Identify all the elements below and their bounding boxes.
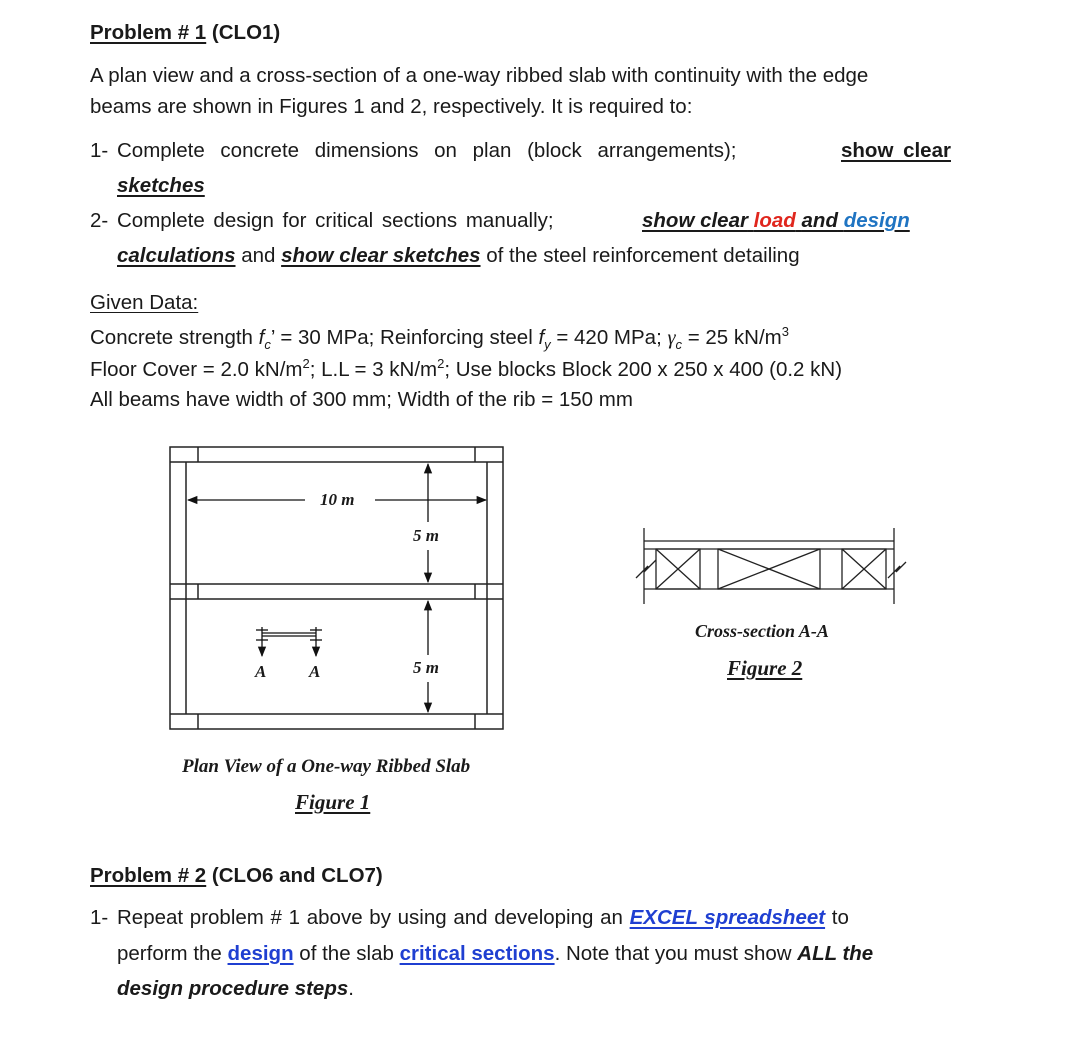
problem2-emph-all: ALL the xyxy=(797,942,874,965)
label-5m-upper: 5 m xyxy=(413,526,439,545)
item2-emph-sketches: show clear sketches xyxy=(281,244,481,267)
problem2-line3 xyxy=(117,977,354,1001)
problem2-line2-a: perform the xyxy=(117,942,228,965)
item2-emph-design: design xyxy=(843,209,910,232)
given-line1-b: ’ = 30 MPa; Reinforcing steel xyxy=(270,325,539,349)
design-link[interactable]: design xyxy=(227,942,294,965)
problem2-title xyxy=(90,864,383,888)
section-cut-a-a xyxy=(256,627,322,656)
item2-emph-load: load xyxy=(753,209,796,232)
item1-text: Complete concrete dimensions on plan (block arrangements); xyxy=(117,139,737,162)
given-line1-sup: 3 xyxy=(781,324,789,339)
break-left-symbol xyxy=(636,560,656,578)
problem2-line2-b: of the slab xyxy=(293,942,400,965)
figure2-section xyxy=(636,528,906,604)
label-section-a-right: A xyxy=(309,662,321,681)
item1-number: 1- xyxy=(90,139,109,162)
figure1-caption: Plan View of a One-way Ribbed Slab xyxy=(182,756,471,777)
figure2-caption: Cross-section A-A xyxy=(695,621,829,641)
problem2-line2 xyxy=(117,942,873,966)
problem1-title-number: Problem # 1 xyxy=(90,21,207,44)
gamma-subscript: c xyxy=(675,336,683,352)
given-heading: Given Data: xyxy=(90,291,199,314)
item2-emph-calculations: calculations xyxy=(117,244,236,267)
fy-symbol: f xyxy=(538,325,545,349)
item1-emph-sketches: sketches xyxy=(117,174,205,197)
problem1-intro-line1: A plan view and a cross-section of a one-way ribbed slab with continuity with the edge xyxy=(90,64,869,87)
problem2-line2-c: . Note that you must show xyxy=(554,942,798,965)
critical-sections-link[interactable]: critical sections xyxy=(399,942,555,965)
item2-and: and xyxy=(235,244,282,267)
given-line1-c: = 420 MPa; xyxy=(550,325,668,349)
given-line2-c: ; Use blocks Block 200 x 250 x 400 (0.2 kN) xyxy=(444,357,843,381)
item2-number: 2- xyxy=(90,209,109,232)
problem2-emph-steps: design procedure steps xyxy=(117,977,349,1000)
given-line3: All beams have width of 300 mm; Width of the rib = 150 mm xyxy=(90,388,633,411)
fc-symbol: f xyxy=(258,325,265,349)
break-right-symbol xyxy=(888,562,906,578)
given-line2-sup1: 2 xyxy=(302,356,310,371)
problem2-line1 xyxy=(117,906,849,930)
given-line2-a: Floor Cover = 2.0 kN/m xyxy=(90,357,303,381)
item2-after: of the steel reinforcement detailing xyxy=(480,244,800,267)
label-section-a-left: A xyxy=(255,662,267,681)
item1-emph-show-clear: show clear xyxy=(841,139,951,162)
label-5m-lower: 5 m xyxy=(413,658,439,677)
given-line2-sup2: 2 xyxy=(437,356,445,371)
problem2-title-clo: (CLO6 and CLO7) xyxy=(206,864,383,887)
given-line1-a: Concrete strength xyxy=(90,325,259,349)
label-10m: 10 m xyxy=(320,490,355,509)
item2-emph-show-clear: show clear xyxy=(642,209,748,232)
fy-subscript: y xyxy=(544,336,551,352)
fc-subscript: c xyxy=(264,336,271,352)
item2-text: Complete design for critical sections manually; xyxy=(117,209,554,232)
problem2-line1-b: to xyxy=(825,906,849,929)
figure2-label: Figure 2 xyxy=(727,656,803,680)
problem1-title-clo: (CLO1) xyxy=(206,21,281,44)
figure1-label: Figure 1 xyxy=(295,790,371,814)
excel-spreadsheet-link[interactable]: EXCEL spreadsheet xyxy=(629,906,826,929)
problem2-line1-a: Repeat problem # 1 above by using and developing an xyxy=(117,906,630,929)
given-line1-d: = 25 kN/m xyxy=(682,325,782,349)
problem2-line3-end: . xyxy=(348,977,354,1000)
gamma-symbol: γ xyxy=(667,326,676,349)
problem1-intro-line2: beams are shown in Figures 1 and 2, respectively. It is required to: xyxy=(90,95,693,118)
item2-emph-and: and xyxy=(801,209,838,232)
given-line2-b: ; L.L = 3 kN/m xyxy=(309,357,438,381)
problem2-number: 1- xyxy=(90,906,109,929)
problem2-title-number: Problem # 2 xyxy=(90,864,207,887)
